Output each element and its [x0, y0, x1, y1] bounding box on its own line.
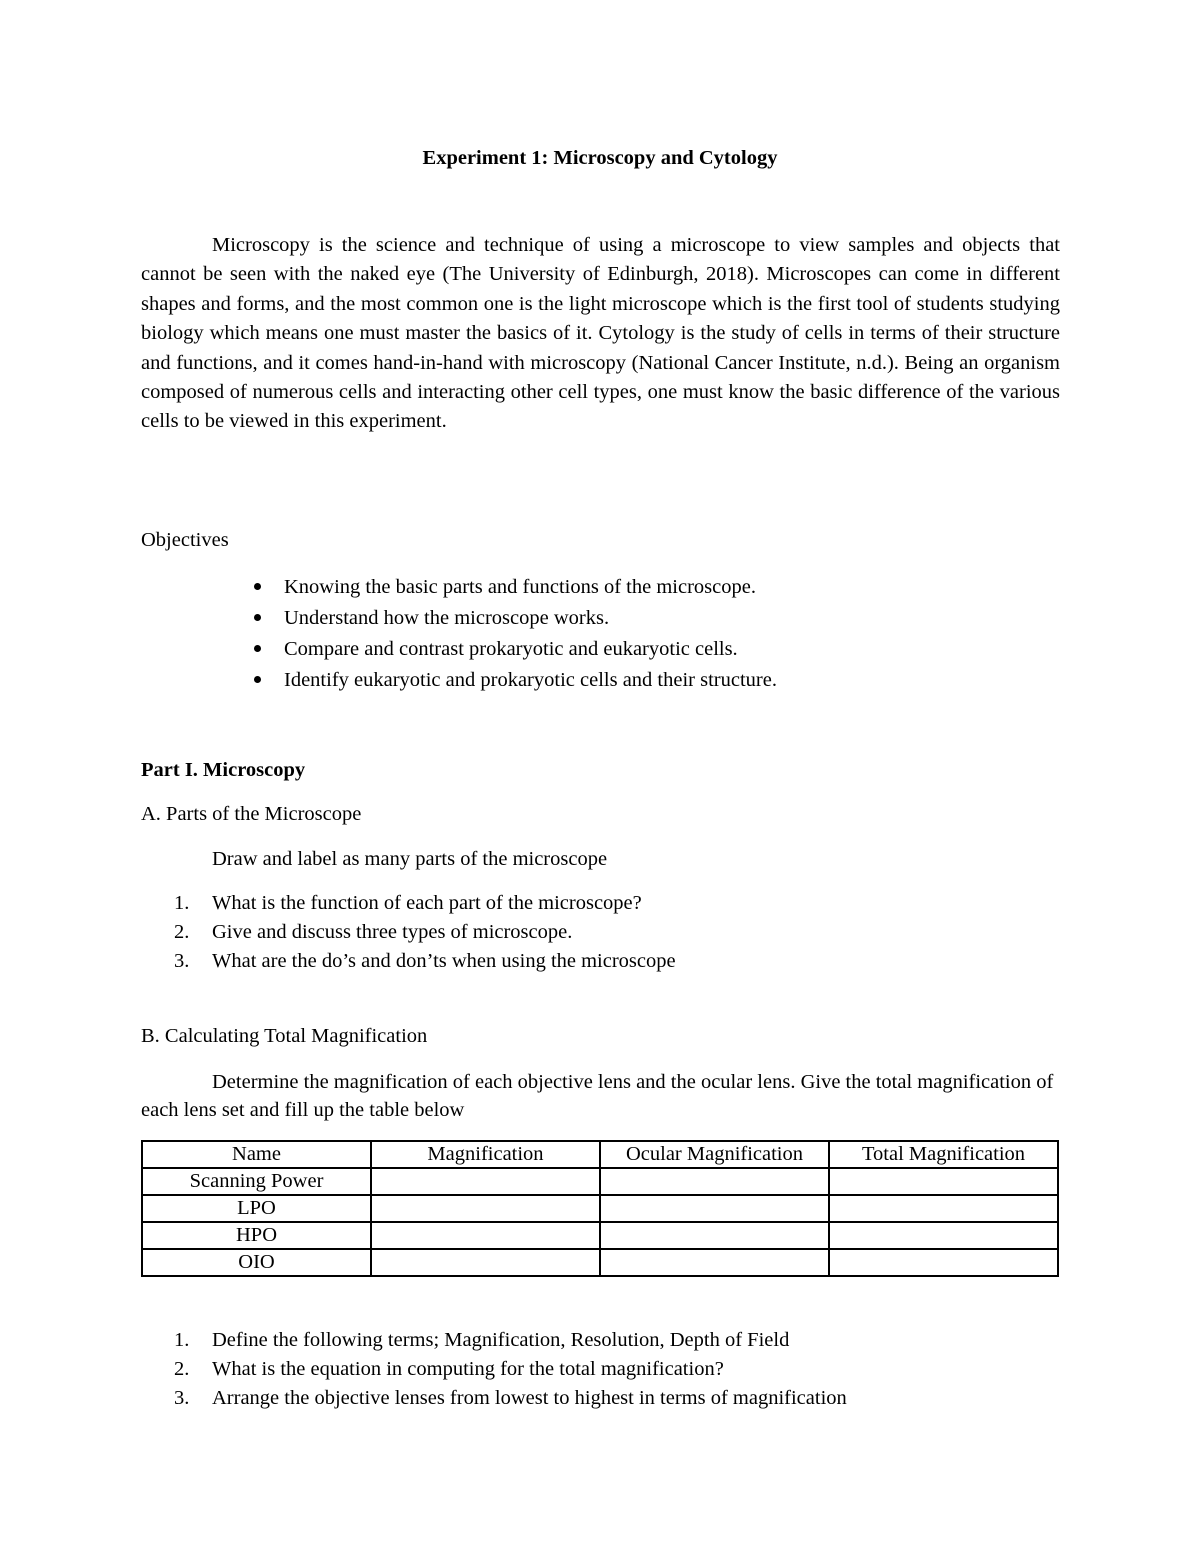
section-b-instruction: Determine the magnification of each objective lens and the ocular lens. Give the total magnification of each lens set and fill up the table below	[141, 1071, 1054, 1121]
table-cell: HPO	[142, 1222, 371, 1249]
magnification-table	[141, 1140, 1059, 1277]
column-header: Magnification	[371, 1141, 600, 1168]
bullet-icon	[254, 614, 261, 621]
table-cell	[600, 1195, 829, 1222]
question-number: 2.	[174, 921, 190, 943]
intro-paragraph: Microscopy is the science and technique of using a microscope to view samples and objects that cannot be seen with the naked eye (The University of Edinburgh, 2018). Microscopes can come in different shapes and forms, and the most common one is the light microscope which is the first tool of students studying biology which means one must master the basics of it. Cytology is the study of cells in terms of their structure and functions, and it comes hand-in-hand with microscopy (National Cancer Institute, n.d.). Being an organism composed of numerous cells and interacting other cell types, one must know the basic difference of the various cells to be viewed in this experiment.	[141, 234, 1060, 433]
table-cell	[829, 1168, 1058, 1195]
table-header-row	[142, 1141, 1058, 1168]
column-header: Name	[142, 1141, 371, 1168]
table-row	[142, 1222, 1058, 1249]
table-cell	[371, 1168, 600, 1195]
list-item	[141, 918, 676, 947]
objective-text: Understand how the microscope works.	[284, 607, 610, 629]
table-cell	[600, 1168, 829, 1195]
objectives-heading: Objectives	[141, 529, 229, 551]
section-a-questions	[141, 889, 676, 976]
table-cell	[829, 1195, 1058, 1222]
question-text: What is the equation in computing for the total magnification?	[212, 1358, 724, 1380]
list-item	[141, 889, 676, 918]
bullet-icon	[254, 645, 261, 652]
table-row	[142, 1195, 1058, 1222]
list-item	[141, 1326, 847, 1355]
question-number: 3.	[174, 1387, 190, 1409]
question-text: What are the do’s and don’ts when using the microscope	[212, 950, 676, 972]
bullet-icon	[254, 676, 261, 683]
table-cell	[600, 1249, 829, 1276]
question-number: 2.	[174, 1358, 190, 1380]
list-item	[141, 1355, 847, 1384]
objectives-list	[141, 572, 777, 696]
question-text: Arrange the objective lenses from lowest to highest in terms of magnification	[212, 1387, 847, 1409]
objective-text: Knowing the basic parts and functions of the microscope.	[284, 576, 756, 598]
table-row	[142, 1168, 1058, 1195]
question-number: 1.	[174, 892, 190, 914]
objective-text: Identify eukaryotic and prokaryotic cells and their structure.	[284, 669, 777, 691]
question-number: 1.	[174, 1329, 190, 1351]
table-cell: Scanning Power	[142, 1168, 371, 1195]
list-item	[141, 665, 777, 696]
table-row	[142, 1249, 1058, 1276]
section-b-heading: B. Calculating Total Magnification	[141, 1025, 428, 1047]
table-cell	[371, 1222, 600, 1249]
column-header: Ocular Magnification	[600, 1141, 829, 1168]
document-title: Experiment 1: Microscopy and Cytology	[422, 147, 778, 169]
section-a-heading: A. Parts of the Microscope	[141, 803, 362, 825]
table-cell	[600, 1222, 829, 1249]
list-item	[141, 603, 777, 634]
table-cell: OIO	[142, 1249, 371, 1276]
question-number: 3.	[174, 950, 190, 972]
list-item	[141, 1384, 847, 1413]
question-text: Give and discuss three types of microscope.	[212, 921, 573, 943]
section-a-instruction: Draw and label as many parts of the microscope	[212, 848, 608, 870]
list-item	[141, 947, 676, 976]
table-cell	[829, 1222, 1058, 1249]
table-cell: LPO	[142, 1195, 371, 1222]
table-cell	[829, 1249, 1058, 1276]
table-cell	[371, 1195, 600, 1222]
question-text: Define the following terms; Magnification, Resolution, Depth of Field	[212, 1329, 790, 1351]
section-b-questions	[141, 1326, 847, 1413]
part-heading: Part I. Microscopy	[141, 759, 306, 781]
objective-text: Compare and contrast prokaryotic and eukaryotic cells.	[284, 638, 738, 660]
bullet-icon	[254, 583, 261, 590]
list-item	[141, 634, 777, 665]
list-item	[141, 572, 777, 603]
table-cell	[371, 1249, 600, 1276]
column-header: Total Magnification	[829, 1141, 1058, 1168]
question-text: What is the function of each part of the microscope?	[212, 892, 642, 914]
